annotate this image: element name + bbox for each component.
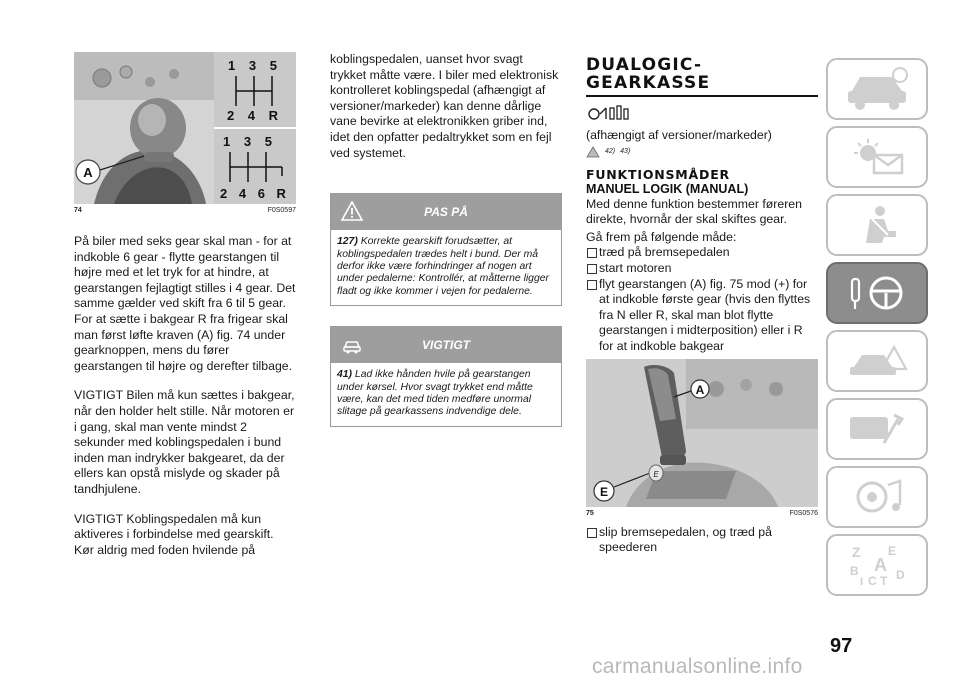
- section-heading-line1: DUALOGIC-: [586, 55, 703, 75]
- tab-emergency[interactable]: [826, 330, 928, 392]
- notice-caution-body: [331, 230, 561, 305]
- figure-number: 74: [74, 207, 82, 214]
- bullet-move-lever: flyt gearstangen (A) fig. 75 mod (+) for at indkoble første gear (hvis den flyttes fra N eller R, skal man blot flytte gearstangen i midterposition) eller i R for at indkoble bakgear: [586, 277, 818, 355]
- index-letters-icon: [844, 543, 910, 587]
- dualogic-lever-illustration: [586, 359, 818, 507]
- middle-column: [330, 52, 562, 427]
- notice-important-number: 41): [337, 369, 353, 381]
- tab-index[interactable]: [826, 534, 928, 596]
- gear-pattern-diagram: [214, 52, 296, 204]
- callout-e-label: E: [599, 484, 609, 499]
- breakdown-triangle-icon: [844, 339, 910, 383]
- figure-75-code: F0S0576: [789, 509, 818, 517]
- paragraph-reverse-gear: For at sætte i bakgear R fra frigear skal man først løfte kraven (A) fig. 74 under gearknoppen, mens du fører gearstangen til højre og derefter tilbage.: [74, 311, 293, 373]
- tab-warning-lights[interactable]: [826, 126, 928, 188]
- notice-caution-text: Korrekte gearskift forudsætter, at koblingspedalen trædes helt i bund. Der må derfor ikke være forhindringer af nogen art under pedalerne: Kontrollér, at måtterne ligger fladt og ikke kommer i vejen for pedalerne.: [337, 236, 549, 297]
- watermark: carmanualsonline.info: [592, 655, 803, 678]
- key-steering-wheel-icon: [844, 271, 910, 315]
- tab-starting-driving[interactable]: [826, 262, 928, 324]
- notice-important-title: VIGTIGT: [422, 338, 470, 353]
- version-note: (afhængigt af versioner/markeder): [586, 128, 772, 142]
- svg-text:I: I: [860, 576, 864, 587]
- notice-caution-title: PAS PÅ: [424, 205, 468, 220]
- bullet-start-engine: start motoren: [586, 261, 818, 277]
- gear-row-bottom-upper: 1 3 5: [223, 134, 277, 149]
- warning-triangle-small-icon: [586, 146, 600, 158]
- tab-dashboard[interactable]: [826, 58, 928, 120]
- subheading-manual: MANUEL LOGIK (MANUAL): [586, 181, 749, 196]
- notice-important-header: [331, 327, 561, 363]
- notice-important-body: [331, 363, 561, 426]
- warning-lights-icon: [844, 135, 910, 179]
- section-heading-line2: GEARKASSE: [586, 73, 711, 93]
- figure-74-caption: [74, 207, 296, 214]
- svg-text:C: C: [868, 574, 877, 587]
- figure-code: F0S0597: [267, 207, 296, 214]
- heading-rule: [586, 95, 818, 97]
- section-heading: [586, 56, 818, 92]
- bullet-brake: træd på bremsepedalen: [586, 245, 818, 261]
- tab-maintenance[interactable]: [826, 398, 928, 460]
- svg-text:D: D: [896, 568, 905, 582]
- paragraph-six-gear: På biler med seks gear skal man - for at indkoble 6 gear - flytte gearstangen til højre med et let tryk for at hindre, at gearstangen fejlagtigt stilles i 4 gear. Det samme gælder ved skift fra 6 til 5 gear.: [74, 234, 296, 311]
- paragraph-clutch-continued: koblingspedalen, uanset hvor svagt trykket måtte være. I biler med elektronisk kontrolleret koblingspedal (afhængigt af versioner/markeder) kan denne dårlige vane bevirke at elektronikken griber ind, idet den opfatter pedaltrykket som en fejl ved systemet.: [330, 52, 559, 160]
- tab-technical-data[interactable]: [826, 466, 928, 528]
- notice-important-text: Lad ikke hånden hvile på gearstangen under kørsel. Hvor svagt trykket end måtte være, kan det med tiden medføre unormal slitage på gearkassens indvendige dele.: [337, 369, 533, 418]
- left-column: [74, 52, 296, 558]
- notice-caution-number: 127): [337, 236, 358, 248]
- svg-text:A: A: [874, 555, 887, 575]
- subheading-functions: FUNKTIONSMÅDER: [586, 166, 730, 182]
- svg-text:T: T: [880, 574, 888, 587]
- figure-74: [74, 52, 296, 204]
- svg-text:Z: Z: [852, 544, 861, 560]
- small-e-mark: E: [653, 469, 659, 479]
- bullet-release-brake: slip bremsepedalen, og træd på speederen: [586, 525, 818, 556]
- page-number: 97: [830, 635, 853, 657]
- tab-safety[interactable]: [826, 194, 928, 256]
- paragraph-manual-mode: Med denne funktion bestemmer føreren direkte, hvornår der skal skiftes gear.: [586, 196, 802, 227]
- callout-a-label-75: A: [695, 382, 705, 397]
- figure-75-number: 75: [586, 509, 594, 517]
- reference-43: 43): [620, 148, 631, 156]
- reference-notes: [586, 146, 818, 158]
- dualogic-symbol-icon: [586, 103, 634, 123]
- figure-75: [586, 359, 818, 507]
- reference-42: 42): [605, 148, 616, 156]
- paragraph-procedure: Gå frem på følgende måde:: [586, 229, 737, 244]
- notice-important: [330, 326, 562, 427]
- notice-caution-header: [331, 194, 561, 230]
- seat-safety-icon: [844, 203, 910, 247]
- svg-text:E: E: [888, 544, 897, 558]
- multimedia-icon: [844, 475, 910, 519]
- paragraph-important-clutch: VIGTIGT Koblingspedalen må kun aktiveres i forbindelse med gearskift. Kør aldrig med foden hvilende på: [74, 511, 274, 557]
- gear-knob-photo: [74, 52, 214, 204]
- notice-caution: [330, 193, 562, 306]
- dashboard-car-icon: [844, 67, 910, 111]
- gear-row-bottom-lower: 2 4 6 R: [220, 186, 290, 201]
- gear-knob-illustration: [74, 52, 214, 204]
- svg-text:B: B: [850, 564, 859, 578]
- chapter-sidebar: [826, 58, 930, 602]
- paragraph-important-reverse: VIGTIGT Bilen må kun sættes i bakgear, når den holder helt stille. Når motoren er i gang, skal man vente mindst 2 sekunder med koblingspedalen i bund inden man indrykker bakgearet, da der ellers kan opstå mislyde og skader på tandhjulene.: [74, 388, 295, 496]
- figure-75-caption: [586, 510, 818, 517]
- gear-row-top-upper: 1 3 5: [228, 58, 282, 73]
- dualogic-lever-photo: [586, 359, 818, 507]
- callout-a-label: A: [83, 165, 93, 180]
- gear-row-top-lower: 2 4 R: [226, 108, 284, 123]
- service-wrench-icon: [844, 407, 910, 451]
- right-column: [586, 56, 818, 556]
